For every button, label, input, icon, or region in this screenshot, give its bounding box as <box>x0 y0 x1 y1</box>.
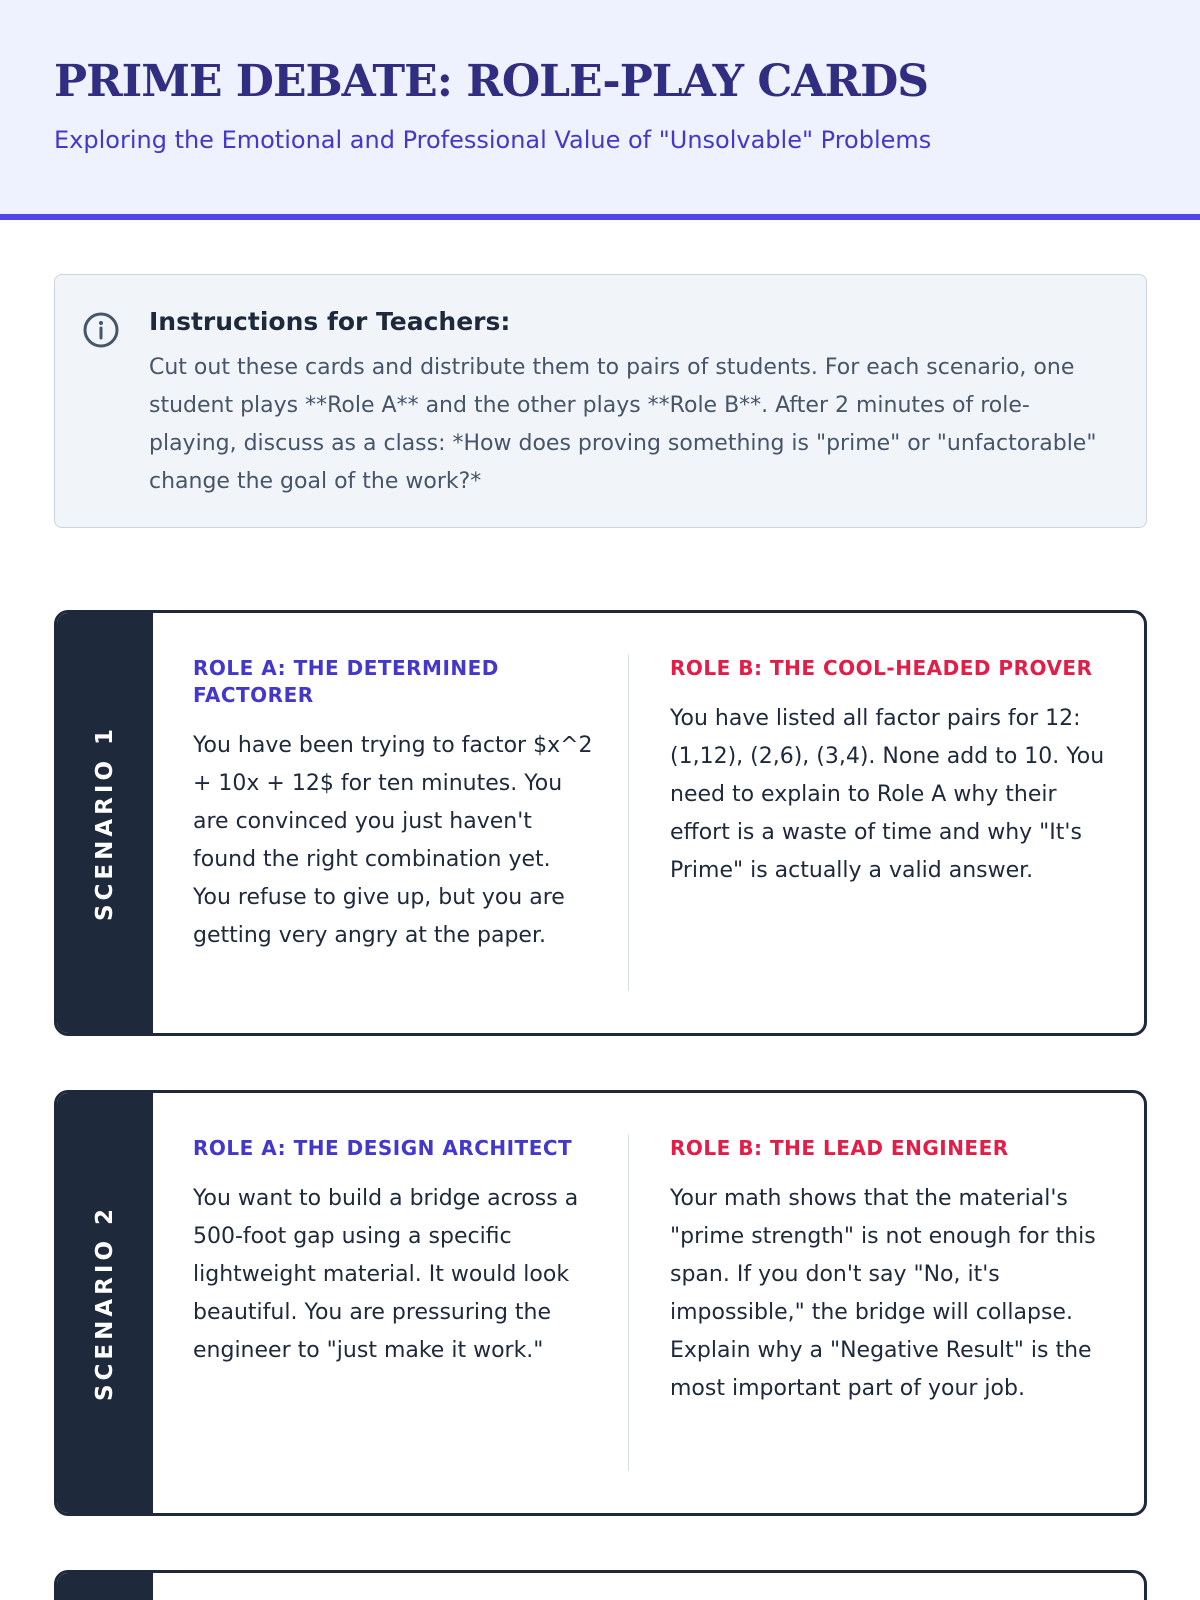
scenario-label-band <box>57 613 153 1033</box>
teacher-instructions-box <box>54 274 1147 528</box>
role-a-title: ROLE A: THE DESIGN ARCHITECT <box>193 1136 573 1160</box>
role-divider <box>628 655 629 991</box>
role-b-card <box>670 655 1105 890</box>
page-title: PRIME DEBATE: ROLE-PLAY CARDS <box>54 56 929 107</box>
scenario-card-3-partial <box>54 1570 1147 1600</box>
scenario-card-2 <box>54 1090 1147 1516</box>
scenario-card-1 <box>54 610 1147 1036</box>
role-b-title: ROLE B: THE COOL-HEADED PROVER <box>670 656 1093 680</box>
role-b-text: You have listed all factor pairs for 12: (1,12), (2,6), (3,4). None add to 10. You need to explain to Role A why their effort is a waste of time and why "It's Prime" is actually a valid answer. <box>670 706 1105 883</box>
role-b-title: ROLE B: THE LEAD ENGINEER <box>670 1136 1009 1160</box>
page-header <box>0 0 1200 220</box>
page-subtitle: Exploring the Emotional and Professional Value of "Unsolvable" Problems <box>54 126 932 154</box>
role-a-card <box>193 655 593 955</box>
scenario-label-band <box>57 1093 153 1513</box>
role-a-title: ROLE A: THE DETERMINED FACTORER <box>193 656 499 707</box>
role-b-card <box>670 1135 1105 1408</box>
role-a-text: You want to build a bridge across a 500-foot gap using a specific lightweight material. It would look beautiful. You are pressuring the engineer to "just make it work." <box>193 1186 579 1363</box>
instructions-body: Cut out these cards and distribute them to pairs of students. For each scenario, one student plays **Role A** and the other plays **Role B**. After 2 minutes of role-playing, discuss as a class: *How does proving something is "prime" or "unfactorable" change the goal of the work?* <box>149 355 1097 494</box>
info-icon <box>82 311 120 349</box>
scenario-label: SCENARIO 1 <box>92 724 118 922</box>
role-b-text: Your math shows that the material's "prime strength" is not enough for this span. If you don't say "No, it's impossible," the bridge will collapse. Explain why a "Negative Result" is the most important part of your job. <box>670 1186 1096 1401</box>
scenario-label-band <box>57 1573 153 1600</box>
scenario-label: SCENARIO 2 <box>92 1204 118 1402</box>
role-a-card <box>193 1135 593 1370</box>
role-divider <box>628 1135 629 1471</box>
instructions-heading: Instructions for Teachers: <box>149 307 511 336</box>
role-a-text: You have been trying to factor $x^2 + 10x + 12$ for ten minutes. You are convinced you just haven't found the right combination yet. You refuse to give up, but you are getting very angry at the paper. <box>193 733 593 948</box>
